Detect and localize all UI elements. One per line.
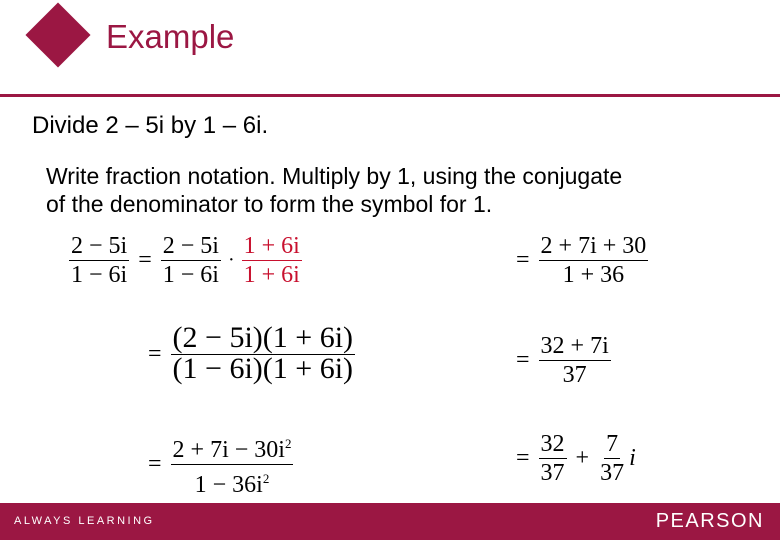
product-fraction bbox=[171, 321, 355, 385]
equals-sign: = bbox=[516, 247, 530, 273]
numerator-exponent: 2 bbox=[284, 436, 292, 451]
combined-fraction bbox=[539, 332, 611, 389]
real-part-denominator: 37 bbox=[540, 460, 565, 486]
fraction-copy-numerator: 2 − 5i bbox=[162, 233, 219, 259]
step-4-expression bbox=[510, 232, 651, 289]
imaginary-part-fraction bbox=[598, 430, 626, 487]
combined-numerator: 32 + 7i bbox=[540, 333, 609, 359]
imaginary-part-numerator: 7 bbox=[606, 431, 619, 457]
real-part-fraction bbox=[539, 430, 567, 487]
instruction-line-1: Write fraction notation. Multiply by 1, using the conjugate bbox=[46, 163, 623, 189]
instruction-line-2: of the denominator to form the symbol for 1. bbox=[46, 191, 493, 217]
product-denominator bbox=[171, 352, 355, 385]
conjugate-fraction bbox=[242, 232, 302, 289]
footer-tagline: ALWAYS LEARNING bbox=[14, 515, 155, 527]
step-5-expression bbox=[510, 332, 614, 389]
equals-sign: = bbox=[148, 341, 162, 367]
multiply-dot: · bbox=[227, 249, 235, 271]
instruction-text bbox=[46, 162, 622, 218]
conjugate-denominator: 1 + 6i bbox=[243, 262, 300, 288]
slide-title: Example bbox=[106, 18, 235, 55]
original-numerator: 2 − 5i bbox=[71, 233, 128, 259]
denominator-exponent: 2 bbox=[262, 471, 270, 486]
conjugate-numerator: 1 + 6i bbox=[243, 233, 300, 259]
plus-sign: + bbox=[575, 445, 590, 471]
product-numerator bbox=[171, 321, 355, 355]
expanded-denominator-text: 1 − 36i bbox=[194, 472, 263, 498]
equals-sign: = bbox=[148, 451, 162, 477]
expanded-numerator bbox=[171, 430, 294, 465]
step-2-expression bbox=[142, 321, 358, 385]
equals-sign: = bbox=[516, 347, 530, 373]
simplified-numerator: 2 + 7i + 30 bbox=[540, 233, 647, 259]
denominator-factor-2: (1 + 6i) bbox=[262, 352, 354, 385]
equals-sign: = bbox=[516, 445, 530, 471]
footer-bar bbox=[0, 503, 780, 540]
imaginary-unit: i bbox=[629, 445, 636, 471]
combined-denominator: 37 bbox=[562, 362, 587, 388]
publisher-logo: PEARSON bbox=[655, 510, 764, 532]
fraction-copy bbox=[161, 232, 221, 289]
step-1-expression bbox=[66, 232, 305, 289]
real-part-numerator: 32 bbox=[540, 431, 565, 457]
title-divider bbox=[0, 94, 780, 97]
expanded-denominator bbox=[193, 465, 272, 499]
step-6-expression bbox=[510, 430, 636, 487]
problem-statement: Divide 2 – 5i by 1 – 6i. bbox=[32, 112, 269, 139]
original-denominator: 1 − 6i bbox=[71, 262, 128, 288]
denominator-factor-1: (1 − 6i) bbox=[172, 352, 263, 385]
title-diamond-icon bbox=[25, 2, 90, 67]
expanded-fraction bbox=[171, 430, 294, 499]
step-3-expression bbox=[142, 430, 296, 499]
expanded-numerator-text: 2 + 7i − 30i bbox=[172, 437, 285, 463]
fraction-copy-denominator: 1 − 6i bbox=[162, 262, 219, 288]
imaginary-part-denominator: 37 bbox=[600, 460, 625, 486]
original-fraction bbox=[69, 232, 129, 289]
numerator-factor-2: (1 + 6i) bbox=[262, 321, 354, 354]
numerator-factor-1: (2 − 5i) bbox=[172, 321, 263, 354]
equals-sign: = bbox=[138, 247, 152, 273]
simplified-denominator: 1 + 36 bbox=[562, 262, 625, 288]
simplified-fraction bbox=[539, 232, 649, 289]
